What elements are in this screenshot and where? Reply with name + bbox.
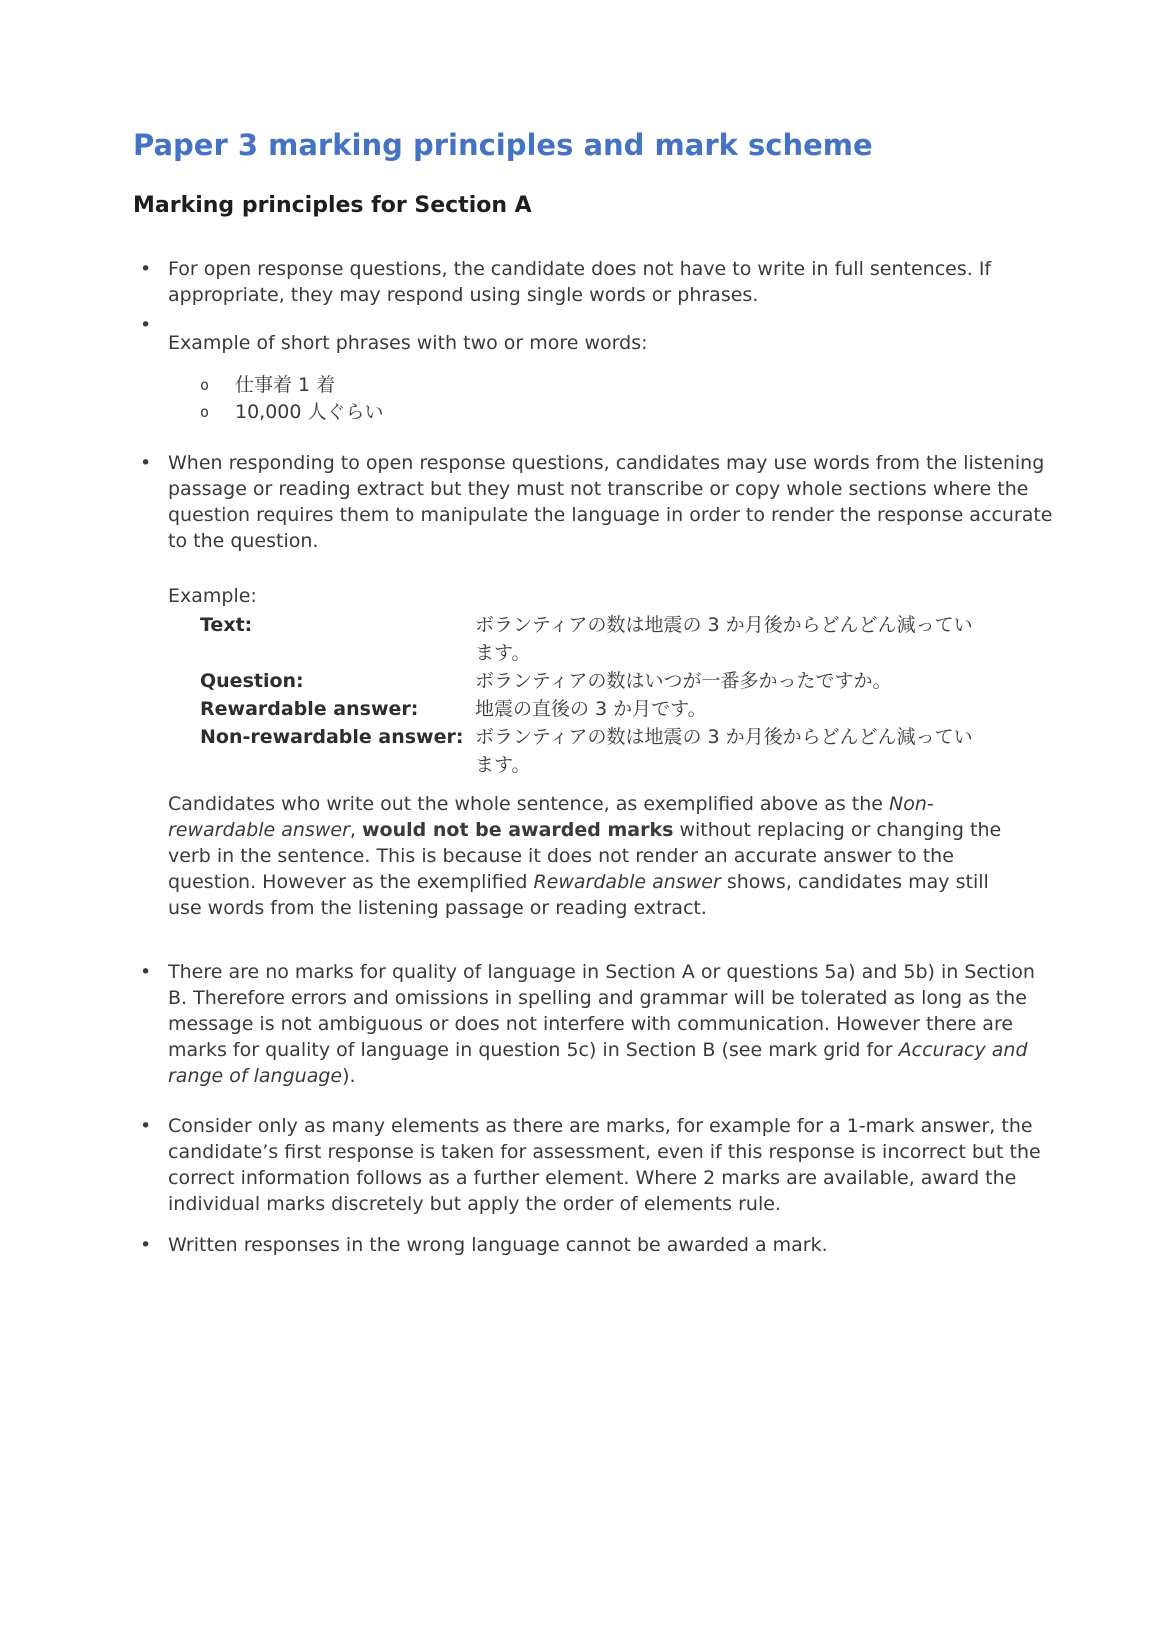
example-row-label: Question:	[200, 670, 304, 692]
example-row	[200, 667, 1063, 695]
section-heading: Marking principles for Section A	[133, 193, 532, 218]
paragraph-segment: ,	[349, 819, 362, 841]
bullet-marker: •	[140, 961, 152, 983]
sub-bullet-item	[200, 372, 1060, 399]
paragraph-segment: without replacing or changing the verb in the sentence. This is because it does not render an accurate answer to the question. However as the exemplified	[168, 819, 1002, 893]
example-row	[200, 611, 1063, 667]
circle-bullet-marker: o	[200, 376, 210, 394]
bullet-text: When responding to open response questions, candidates may use words from the listening passage or reading extract but they must not transcribe or copy whole sections where the question requires them to manipulate the language in order to render the response accurate to the question.	[168, 452, 1053, 552]
example-row-label: Text:	[200, 614, 253, 636]
paragraph-italic-segment: Rewardable answer	[533, 871, 721, 893]
bullet-marker: •	[140, 314, 152, 336]
candidates-paragraph	[168, 791, 1028, 921]
example-table	[200, 611, 1063, 779]
bullet-text	[168, 959, 1060, 1089]
example-row-value: ボランティアの数は地震の 3 か月後からどんどん減っています。	[475, 726, 973, 776]
bullet-segment: ).	[342, 1065, 356, 1087]
bullet-text	[168, 312, 1060, 450]
paragraph-segment: Candidates who write out the whole sentence, as exemplified above as the	[168, 793, 890, 815]
page-title: Paper 3 marking principles and mark scheme	[133, 128, 873, 162]
bullet-marker: •	[140, 452, 152, 474]
example-row-label: Rewardable answer:	[200, 698, 419, 720]
example-row-value: 地震の直後の 3 か月です。	[475, 698, 707, 720]
bullet-item-full-sentences	[133, 256, 1063, 308]
bullet-marker: •	[140, 258, 152, 280]
paragraph-segment: shows, candidates may still use words from the listening passage or reading extract.	[168, 871, 989, 919]
short-phrase-example: 10,000 人ぐらい	[235, 401, 384, 423]
example-row-value: ボランティアの数はいつが一番多かったですか。	[475, 670, 892, 692]
bullet-item-example-intro	[133, 312, 1063, 450]
bullet-item-quality-of-language	[133, 959, 1063, 1089]
example-row	[200, 723, 1063, 779]
example-heading: Example:	[168, 585, 257, 607]
bullet-text: For open response questions, the candidate does not have to write in full sentences. If appropriate, they may respond using single words or phrases.	[168, 258, 992, 306]
bullet-text: Consider only as many elements as there are marks, for example for a 1-mark answer, the candidate’s first response is taken for assessment, even if this response is incorrect but the correct information follows as a further element. Where 2 marks are available, award the individual marks discretely but apply the order of elements rule.	[168, 1115, 1041, 1215]
bullet-segment: There are no marks for quality of language in Section A or questions 5a) and 5b) in Section B. Therefore errors and omissions in spelling and grammar will be tolerated as long as the message is not ambiguous or does not interfere with communication. However there are marks for quality of language in question 5c) in Section B (see mark grid for	[168, 961, 1035, 1061]
paragraph-italic-segment: Non-rewardable answer	[168, 793, 934, 841]
example-row	[200, 695, 1063, 723]
bullet-marker: •	[140, 1234, 152, 1256]
example-intro-text: Example of short phrases with two or more words:	[168, 332, 648, 354]
bullet-marker: •	[140, 1115, 152, 1137]
sub-bullet-item	[200, 399, 1060, 426]
short-phrase-example: 仕事着 1 着	[235, 374, 336, 396]
bullet-text: Written responses in the wrong language cannot be awarded a mark.	[168, 1234, 828, 1256]
short-phrase-list	[200, 372, 1060, 426]
bullet-item-wrong-language	[133, 1232, 1063, 1258]
bullet-item-transcribe	[133, 450, 1063, 554]
bullet-italic-segment: Accuracy and range of language	[168, 1039, 1028, 1087]
example-row-label: Non-rewardable answer:	[200, 726, 464, 748]
circle-bullet-marker: o	[200, 403, 210, 421]
blank-line	[168, 312, 1060, 330]
bullet-item-elements-rule	[133, 1113, 1063, 1217]
paragraph-bold-segment: would not be awarded marks	[362, 819, 674, 841]
example-row-value: ボランティアの数は地震の 3 か月後からどんどん減っています。	[475, 614, 973, 664]
